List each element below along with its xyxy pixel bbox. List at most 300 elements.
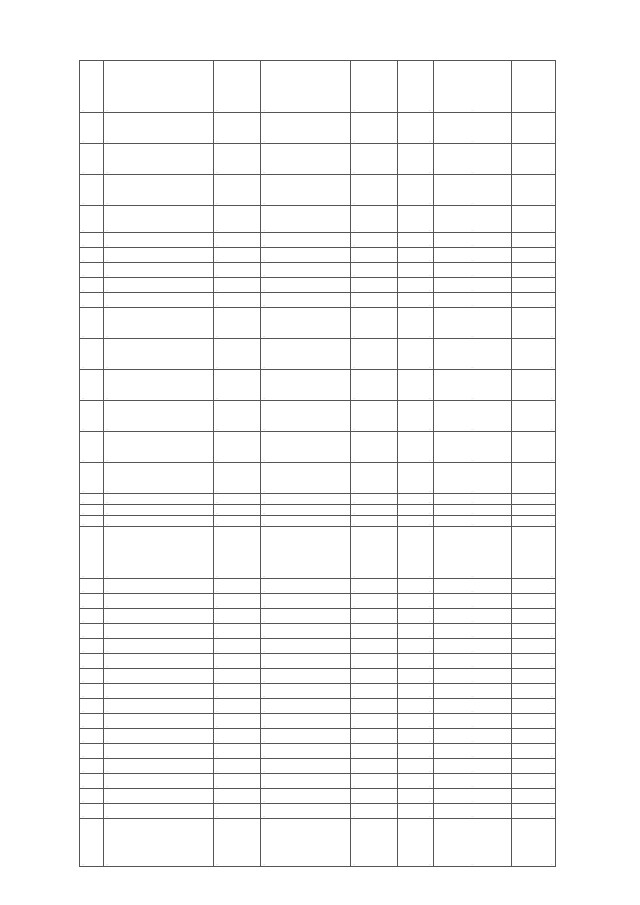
table-row xyxy=(80,714,556,729)
cell-index: ... xyxy=(80,759,104,774)
cell-permitted-use: ... xyxy=(351,175,398,206)
cell-address: ... xyxy=(214,370,261,401)
cell-address: ... xyxy=(214,639,261,654)
cell-address: ... xyxy=(214,432,261,463)
cell-land-category: ... xyxy=(261,463,351,494)
table-row xyxy=(80,759,556,774)
cell-index: ... xyxy=(80,278,104,293)
cell-rate: ... xyxy=(434,248,512,263)
cell-address: ... xyxy=(214,401,261,432)
cell-rate: ... xyxy=(434,624,512,639)
table-row xyxy=(80,789,556,804)
cell-area: ... xyxy=(398,684,434,699)
cell-value: ... xyxy=(512,594,556,609)
cell-cadastral-number: ... xyxy=(104,113,214,144)
cell-land-category: ... xyxy=(261,744,351,759)
cell-rate: ... xyxy=(434,370,512,401)
cell-permitted-use: ... xyxy=(351,624,398,639)
cell-permitted-use: ... xyxy=(351,579,398,594)
cell-permitted-use: ... xyxy=(351,684,398,699)
cell-cadastral-number: ... xyxy=(104,654,214,669)
cell-area: ... xyxy=(398,624,434,639)
cell-land-category: ... xyxy=(261,699,351,714)
cell-index: ... xyxy=(80,308,104,339)
cell-permitted-use: ... xyxy=(351,669,398,684)
cell-land-category: ... xyxy=(261,370,351,401)
cell-index: ... xyxy=(80,714,104,729)
cell-rate: ... xyxy=(434,339,512,370)
cell-land-category: ... xyxy=(261,624,351,639)
cell-index: ... xyxy=(80,293,104,308)
table-row xyxy=(80,774,556,789)
cell-land-category: ... xyxy=(261,144,351,175)
cell-index: ... xyxy=(80,594,104,609)
cell-value: ... xyxy=(512,339,556,370)
cell-rate: ... xyxy=(434,401,512,432)
table-row xyxy=(80,505,556,516)
cell-address: ... xyxy=(214,774,261,789)
cell-cadastral-number: ... xyxy=(104,293,214,308)
cell-value: ... xyxy=(512,278,556,293)
cell-permitted-use: ... xyxy=(351,401,398,432)
table-row xyxy=(80,684,556,699)
cell-index: ... xyxy=(80,263,104,278)
table-row xyxy=(80,293,556,308)
cell-cadastral-number: ... xyxy=(104,609,214,624)
cell-area: ... xyxy=(398,432,434,463)
table-row xyxy=(80,278,556,293)
cell-cadastral-number: ... xyxy=(104,144,214,175)
cell-rate: ... xyxy=(434,699,512,714)
cell-rate: ... xyxy=(434,729,512,744)
cell-cadastral-number: ... xyxy=(104,463,214,494)
cell-address: ... xyxy=(214,516,261,527)
cell-permitted-use: ... xyxy=(351,293,398,308)
cell-cadastral-number: ... xyxy=(104,729,214,744)
cell-rate: ... xyxy=(434,494,512,505)
cell-land-category: ... xyxy=(261,639,351,654)
cell-permitted-use: ... xyxy=(351,789,398,804)
cell-cadastral-number: ... xyxy=(104,669,214,684)
cell-rate: ... xyxy=(434,714,512,729)
cell-permitted-use: ... xyxy=(351,505,398,516)
cell-land-category: ... xyxy=(261,527,351,579)
cell-index: ... xyxy=(80,699,104,714)
cell-area: ... xyxy=(398,144,434,175)
cell-value: ... xyxy=(512,819,556,867)
cell-rate: ... xyxy=(434,432,512,463)
table-row xyxy=(80,654,556,669)
cell-area: ... xyxy=(398,370,434,401)
cell-area: ... xyxy=(398,744,434,759)
cell-cadastral-number: ... xyxy=(104,278,214,293)
cell-rate: ... xyxy=(434,175,512,206)
cell-value: ... xyxy=(512,206,556,233)
cell-permitted-use: ... xyxy=(351,432,398,463)
cell-value: ... xyxy=(512,233,556,248)
cell-address: ... xyxy=(214,339,261,370)
cell-area: ... xyxy=(398,819,434,867)
table-row xyxy=(80,516,556,527)
cell-permitted-use: ... xyxy=(351,609,398,624)
cell-address: ... xyxy=(214,293,261,308)
cell-rate: ... xyxy=(434,516,512,527)
cell-rate: ... xyxy=(434,744,512,759)
cell-index: ... xyxy=(80,113,104,144)
cell-index: ... xyxy=(80,370,104,401)
cell-land-category: ... xyxy=(261,684,351,699)
cell-permitted-use: ... xyxy=(351,714,398,729)
cell-address: ... xyxy=(214,463,261,494)
cell-land-category: ... xyxy=(261,819,351,867)
cell-area: ... xyxy=(398,654,434,669)
cell-address: ... xyxy=(214,494,261,505)
cell-address: ... xyxy=(214,308,261,339)
cell-rate: ... xyxy=(434,789,512,804)
cell-value: ... xyxy=(512,639,556,654)
table-row xyxy=(80,463,556,494)
cell-address: ... xyxy=(214,624,261,639)
cell-permitted-use: ... xyxy=(351,278,398,293)
cell-land-category: ... xyxy=(261,278,351,293)
cell-value: ... xyxy=(512,308,556,339)
cell-land-category: ... xyxy=(261,729,351,744)
cell-value: ... xyxy=(512,579,556,594)
cell-permitted-use: ... xyxy=(351,516,398,527)
cell-index: ... xyxy=(80,494,104,505)
cell-value: ... xyxy=(512,432,556,463)
cell-index: ... xyxy=(80,206,104,233)
table-row xyxy=(80,624,556,639)
cell-permitted-use: ... xyxy=(351,308,398,339)
cell-value: ... xyxy=(512,527,556,579)
cell-index: ... xyxy=(80,684,104,699)
cell-land-category: ... xyxy=(261,175,351,206)
cell-index: ... xyxy=(80,527,104,579)
cell-land-category: ... xyxy=(261,759,351,774)
cell-address: ... xyxy=(214,759,261,774)
cell-value: ... xyxy=(512,699,556,714)
cell-rate: ... xyxy=(434,639,512,654)
cell-cadastral-number: ... xyxy=(104,61,214,113)
table-body xyxy=(80,61,556,867)
cell-cadastral-number: ... xyxy=(104,579,214,594)
cell-value: ... xyxy=(512,516,556,527)
cell-area: ... xyxy=(398,639,434,654)
cell-index: ... xyxy=(80,505,104,516)
cell-land-category: ... xyxy=(261,263,351,278)
cell-rate: ... xyxy=(434,113,512,144)
cell-area: ... xyxy=(398,248,434,263)
cell-rate: ... xyxy=(434,654,512,669)
cell-address: ... xyxy=(214,61,261,113)
cell-value: ... xyxy=(512,463,556,494)
cell-address: ... xyxy=(214,248,261,263)
cell-land-category: ... xyxy=(261,494,351,505)
cell-value: ... xyxy=(512,370,556,401)
cell-land-category: ... xyxy=(261,654,351,669)
cell-area: ... xyxy=(398,278,434,293)
cell-cadastral-number: ... xyxy=(104,505,214,516)
cell-rate: ... xyxy=(434,278,512,293)
cell-value: ... xyxy=(512,293,556,308)
cell-area: ... xyxy=(398,774,434,789)
cell-area: ... xyxy=(398,699,434,714)
cell-land-category: ... xyxy=(261,609,351,624)
cell-address: ... xyxy=(214,804,261,819)
cell-land-category: ... xyxy=(261,669,351,684)
table-row xyxy=(80,579,556,594)
table-row xyxy=(80,61,556,113)
cell-area: ... xyxy=(398,463,434,494)
cell-permitted-use: ... xyxy=(351,804,398,819)
cell-value: ... xyxy=(512,609,556,624)
cell-rate: ... xyxy=(434,233,512,248)
cell-area: ... xyxy=(398,669,434,684)
table-row xyxy=(80,594,556,609)
cell-index: ... xyxy=(80,432,104,463)
cell-address: ... xyxy=(214,113,261,144)
cell-value: ... xyxy=(512,774,556,789)
cell-value: ... xyxy=(512,505,556,516)
cell-land-category: ... xyxy=(261,774,351,789)
cell-cadastral-number: ... xyxy=(104,684,214,699)
cell-area: ... xyxy=(398,516,434,527)
cell-cadastral-number: ... xyxy=(104,432,214,463)
cell-cadastral-number: ... xyxy=(104,494,214,505)
cell-permitted-use: ... xyxy=(351,729,398,744)
cell-rate: ... xyxy=(434,669,512,684)
cell-value: ... xyxy=(512,248,556,263)
cell-rate: ... xyxy=(434,61,512,113)
cell-area: ... xyxy=(398,759,434,774)
cell-cadastral-number: ... xyxy=(104,339,214,370)
table-row xyxy=(80,699,556,714)
cell-address: ... xyxy=(214,175,261,206)
cell-address: ... xyxy=(214,654,261,669)
cell-address: ... xyxy=(214,579,261,594)
cell-index: ... xyxy=(80,144,104,175)
cell-rate: ... xyxy=(434,684,512,699)
cell-index: ... xyxy=(80,248,104,263)
table-row xyxy=(80,339,556,370)
cell-index: ... xyxy=(80,463,104,494)
cell-area: ... xyxy=(398,308,434,339)
cell-value: ... xyxy=(512,729,556,744)
cell-address: ... xyxy=(214,744,261,759)
cell-area: ... xyxy=(398,175,434,206)
cell-index: ... xyxy=(80,669,104,684)
cell-cadastral-number: ... xyxy=(104,263,214,278)
cell-cadastral-number: ... xyxy=(104,819,214,867)
cell-cadastral-number: ... xyxy=(104,527,214,579)
cell-address: ... xyxy=(214,594,261,609)
cell-area: ... xyxy=(398,594,434,609)
table-row xyxy=(80,113,556,144)
cell-land-category: ... xyxy=(261,339,351,370)
cell-permitted-use: ... xyxy=(351,744,398,759)
cell-address: ... xyxy=(214,505,261,516)
cell-rate: ... xyxy=(434,609,512,624)
cell-cadastral-number: ... xyxy=(104,308,214,339)
cell-cadastral-number: ... xyxy=(104,206,214,233)
cell-rate: ... xyxy=(434,774,512,789)
cell-value: ... xyxy=(512,804,556,819)
cell-index: ... xyxy=(80,774,104,789)
cell-address: ... xyxy=(214,609,261,624)
cell-address: ... xyxy=(214,789,261,804)
cell-rate: ... xyxy=(434,804,512,819)
cell-permitted-use: ... xyxy=(351,654,398,669)
cell-index: ... xyxy=(80,744,104,759)
table-row xyxy=(80,233,556,248)
cell-area: ... xyxy=(398,293,434,308)
cell-value: ... xyxy=(512,624,556,639)
cell-permitted-use: ... xyxy=(351,248,398,263)
cell-cadastral-number: ... xyxy=(104,639,214,654)
cell-value: ... xyxy=(512,669,556,684)
table-row xyxy=(80,248,556,263)
cell-area: ... xyxy=(398,714,434,729)
cell-permitted-use: ... xyxy=(351,594,398,609)
cell-index: ... xyxy=(80,609,104,624)
table-row xyxy=(80,401,556,432)
cell-area: ... xyxy=(398,579,434,594)
cell-rate: ... xyxy=(434,527,512,579)
cell-index: ... xyxy=(80,624,104,639)
cell-rate: ... xyxy=(434,594,512,609)
cell-area: ... xyxy=(398,263,434,278)
cell-index: ... xyxy=(80,729,104,744)
cell-index: ... xyxy=(80,579,104,594)
table-row xyxy=(80,175,556,206)
cell-address: ... xyxy=(214,684,261,699)
cell-permitted-use: ... xyxy=(351,339,398,370)
cell-area: ... xyxy=(398,789,434,804)
table-row xyxy=(80,494,556,505)
table-row xyxy=(80,206,556,233)
cell-rate: ... xyxy=(434,819,512,867)
cell-area: ... xyxy=(398,609,434,624)
cell-cadastral-number: ... xyxy=(104,401,214,432)
cell-land-category: ... xyxy=(261,579,351,594)
cell-permitted-use: ... xyxy=(351,206,398,233)
cell-area: ... xyxy=(398,527,434,579)
cell-land-category: ... xyxy=(261,293,351,308)
cell-permitted-use: ... xyxy=(351,494,398,505)
cell-permitted-use: ... xyxy=(351,774,398,789)
cell-value: ... xyxy=(512,759,556,774)
cell-area: ... xyxy=(398,401,434,432)
cell-address: ... xyxy=(214,669,261,684)
cell-value: ... xyxy=(512,494,556,505)
cell-land-category: ... xyxy=(261,113,351,144)
cell-cadastral-number: ... xyxy=(104,233,214,248)
table-row xyxy=(80,308,556,339)
cell-rate: ... xyxy=(434,308,512,339)
cell-cadastral-number: ... xyxy=(104,774,214,789)
cell-rate: ... xyxy=(434,505,512,516)
cell-cadastral-number: ... xyxy=(104,714,214,729)
cell-cadastral-number: ... xyxy=(104,744,214,759)
cell-land-category: ... xyxy=(261,233,351,248)
cell-area: ... xyxy=(398,113,434,144)
cell-permitted-use: ... xyxy=(351,263,398,278)
cell-permitted-use: ... xyxy=(351,463,398,494)
table-row xyxy=(80,144,556,175)
cell-value: ... xyxy=(512,401,556,432)
cell-cadastral-number: ... xyxy=(104,594,214,609)
cell-index: ... xyxy=(80,819,104,867)
cell-value: ... xyxy=(512,654,556,669)
cell-index: ... xyxy=(80,789,104,804)
cell-area: ... xyxy=(398,206,434,233)
table-row xyxy=(80,819,556,867)
cell-index: ... xyxy=(80,61,104,113)
cell-rate: ... xyxy=(434,263,512,278)
cell-land-category: ... xyxy=(261,789,351,804)
cell-permitted-use: ... xyxy=(351,370,398,401)
cell-index: ... xyxy=(80,401,104,432)
cell-area: ... xyxy=(398,804,434,819)
cell-value: ... xyxy=(512,744,556,759)
cell-value: ... xyxy=(512,263,556,278)
cell-area: ... xyxy=(398,505,434,516)
cell-value: ... xyxy=(512,714,556,729)
cell-index: ... xyxy=(80,175,104,206)
cell-land-category: ... xyxy=(261,61,351,113)
table-row xyxy=(80,804,556,819)
cell-value: ... xyxy=(512,113,556,144)
cell-cadastral-number: ... xyxy=(104,516,214,527)
cell-area: ... xyxy=(398,729,434,744)
cell-value: ... xyxy=(512,61,556,113)
table-row xyxy=(80,370,556,401)
cell-area: ... xyxy=(398,61,434,113)
cell-address: ... xyxy=(214,144,261,175)
cell-land-category: ... xyxy=(261,308,351,339)
cell-cadastral-number: ... xyxy=(104,624,214,639)
cell-cadastral-number: ... xyxy=(104,699,214,714)
cell-cadastral-number: ... xyxy=(104,370,214,401)
cell-permitted-use: ... xyxy=(351,699,398,714)
cell-permitted-use: ... xyxy=(351,527,398,579)
cell-permitted-use: ... xyxy=(351,144,398,175)
table-row xyxy=(80,263,556,278)
cell-cadastral-number: ... xyxy=(104,175,214,206)
cell-rate: ... xyxy=(434,759,512,774)
cell-land-category: ... xyxy=(261,594,351,609)
cell-cadastral-number: ... xyxy=(104,789,214,804)
cell-land-category: ... xyxy=(261,505,351,516)
cell-address: ... xyxy=(214,233,261,248)
cell-rate: ... xyxy=(434,579,512,594)
cell-address: ... xyxy=(214,699,261,714)
cell-index: ... xyxy=(80,516,104,527)
cell-land-category: ... xyxy=(261,206,351,233)
table-row xyxy=(80,527,556,579)
cell-address: ... xyxy=(214,819,261,867)
table-row xyxy=(80,639,556,654)
cell-rate: ... xyxy=(434,293,512,308)
cell-land-category: ... xyxy=(261,248,351,263)
cell-value: ... xyxy=(512,175,556,206)
cell-cadastral-number: ... xyxy=(104,248,214,263)
cell-area: ... xyxy=(398,233,434,248)
cell-permitted-use: ... xyxy=(351,639,398,654)
cell-rate: ... xyxy=(434,206,512,233)
cell-rate: ... xyxy=(434,144,512,175)
